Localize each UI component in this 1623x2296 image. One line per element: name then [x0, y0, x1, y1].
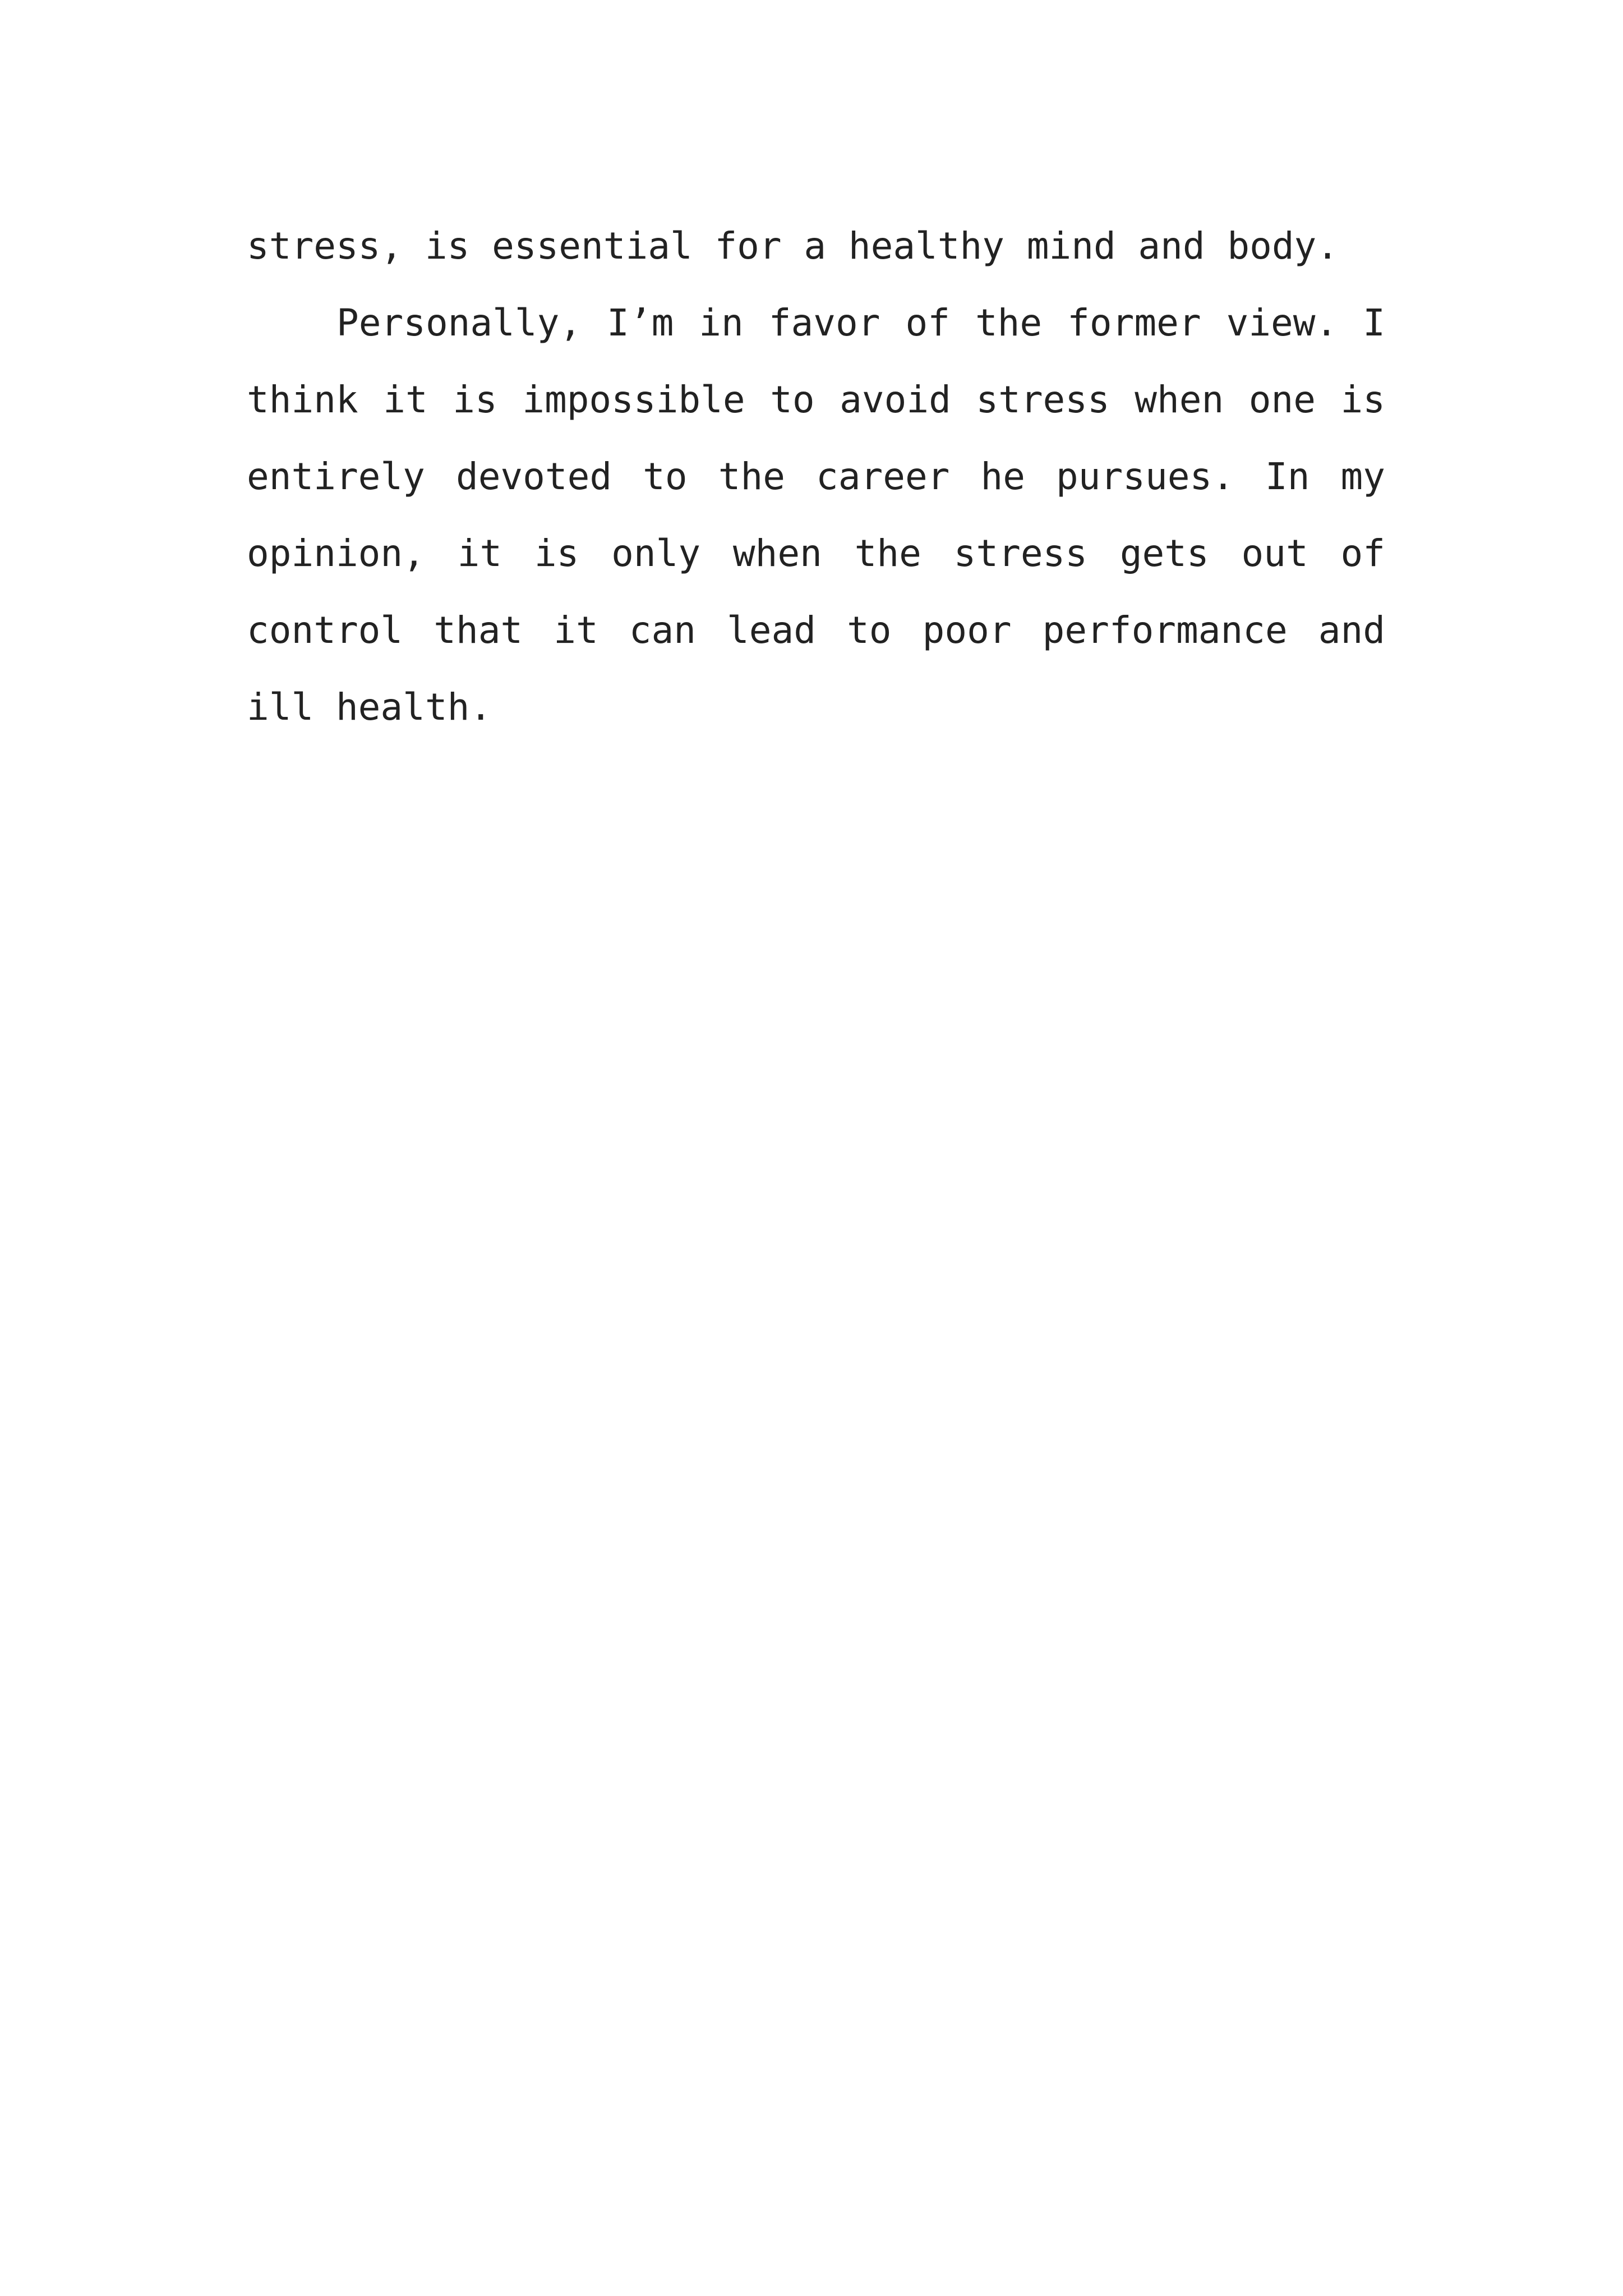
text-line-6: control that it can lead to poor performance and	[247, 609, 1385, 652]
text-line-4: entirely devoted to the career he pursues. In my	[247, 455, 1385, 498]
text-line-3: think it is impossible to avoid stress when one is	[247, 378, 1385, 421]
text-line-7: ill health.	[247, 685, 492, 729]
text-line-1: stress, is essential for a healthy mind and body.	[247, 224, 1339, 268]
text-line-2: Personally, I’m in favor of the former view. I	[336, 301, 1385, 344]
text-line-5: opinion, it is only when the stress gets out of	[247, 532, 1385, 575]
body-text	[247, 208, 1385, 746]
